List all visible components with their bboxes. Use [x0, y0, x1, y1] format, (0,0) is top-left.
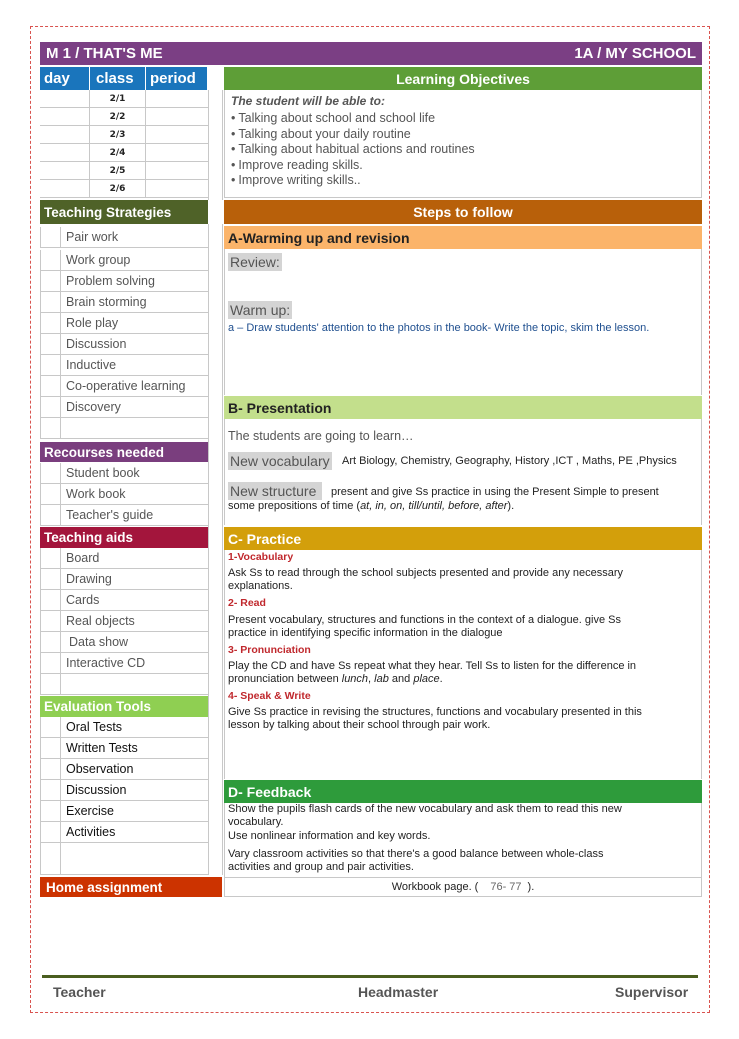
resource-item: Teacher's guide [40, 505, 208, 526]
objectives-intro: The student will be able to: [231, 94, 386, 108]
practice-speak-write-subheading: 4- Speak & Write [228, 690, 311, 702]
strategy-item: Inductive [40, 355, 208, 376]
module-title: M 1 / THAT'S ME [46, 45, 163, 62]
headmaster-signature: Headmaster [358, 984, 439, 1000]
schedule-col-class: class [90, 67, 146, 90]
schedule-row [40, 90, 208, 108]
strategy-item: Brain storming [40, 292, 208, 313]
home-assignment-pages: 76- 77 [490, 881, 522, 893]
feedback-text-3: Vary classroom activities so that there's a good balance between whole-class activities and group and pair activities. [228, 848, 604, 873]
class-cell: 2/5 [90, 162, 146, 179]
practice-speak-write-text: Give Ss practice in revising the structures, functions and vocabulary presented in this lesson by talking about their school through pair work. [228, 706, 642, 731]
teaching-aids-heading: Teaching aids [40, 527, 208, 548]
objective-item: • Talking about school and school life [231, 111, 695, 127]
learning-objectives-heading: Learning Objectives [224, 67, 702, 90]
aid-empty-row [40, 674, 208, 695]
schedule-row [40, 108, 208, 126]
divider [222, 224, 223, 875]
strategy-item: Role play [40, 313, 208, 334]
strategy-item: Pair work [40, 227, 208, 248]
resource-item: Work book [40, 484, 208, 505]
new-structure-text: present and give Ss practice in using the Present Simple to present [331, 486, 659, 498]
practice-heading: C- Practice [224, 527, 702, 550]
evaluation-item: Written Tests [40, 738, 208, 759]
home-assignment-heading: Home assignment [40, 877, 222, 897]
new-vocabulary-label: New vocabulary [230, 453, 330, 469]
schedule-row [40, 180, 208, 198]
divider [208, 224, 209, 875]
evaluation-empty-row [40, 843, 208, 875]
resource-item: Student book [40, 463, 208, 484]
signature-line [42, 975, 698, 978]
divider [208, 90, 209, 200]
warming-heading: A-Warming up and revision [224, 226, 702, 249]
evaluation-item: Oral Tests [40, 717, 208, 738]
title-bar [40, 42, 702, 65]
evaluation-item: Exercise [40, 801, 208, 822]
new-vocabulary-text: Art Biology, Chemistry, Geography, History ,ICT , Maths, PE ,Physics [342, 455, 677, 467]
objective-item: • Improve reading skills. [231, 158, 695, 174]
aid-item: Data show [40, 632, 208, 653]
warmup-label: Warm up: [230, 302, 291, 318]
divider [222, 90, 223, 200]
feedback-text-2: Use nonlinear information and key words. [228, 830, 431, 842]
objectives-list [231, 111, 695, 189]
presentation-heading: B- Presentation [224, 396, 702, 419]
schedule-col-period: period [146, 67, 208, 90]
feedback-text-1: Show the pupils flash cards of the new vocabulary and ask them to read this new vocabulary. [228, 803, 622, 828]
review-label: Review: [230, 254, 280, 270]
class-cell: 2/6 [90, 180, 146, 197]
practice-vocabulary-text: Ask Ss to read through the school subjects presented and provide any necessary explanations. [228, 567, 624, 592]
presentation-intro: The students are going to learn… [228, 429, 414, 443]
aid-item: Real objects [40, 611, 208, 632]
evaluation-item: Observation [40, 759, 208, 780]
aid-item: Board [40, 548, 208, 569]
schedule-row [40, 162, 208, 180]
evaluation-item: Activities [40, 822, 208, 843]
feedback-heading: D- Feedback [224, 780, 702, 803]
new-structure-text-2: some prepositions of time (at, in, on, till/until, before, after). [228, 500, 515, 512]
aid-item: Drawing [40, 569, 208, 590]
unit-title: 1A / MY SCHOOL [574, 45, 696, 62]
schedule-row [40, 126, 208, 144]
class-cell: 2/1 [90, 90, 146, 107]
practice-pronunciation-text: Play the CD and have Ss repeat what they hear. Tell Ss to listen for the difference in pronunciation between lunch, lab and place. [228, 660, 637, 685]
aid-item: Interactive CD [40, 653, 208, 674]
new-structure-label: New structure [228, 482, 322, 500]
aid-item: Cards [40, 590, 208, 611]
class-cell: 2/4 [90, 144, 146, 161]
strategy-item: Discussion [40, 334, 208, 355]
steps-heading: Steps to follow [224, 200, 702, 224]
schedule-row [40, 144, 208, 162]
objective-item: • Improve writing skills.. [231, 173, 695, 189]
practice-vocabulary-subheading: 1-Vocabulary [228, 551, 294, 563]
warmup-text: a – Draw students' attention to the photos in the book- Write the topic, skim the lesson. [228, 322, 650, 334]
home-assignment-text: Workbook page. ( [391, 881, 479, 893]
supervisor-signature: Supervisor [615, 984, 689, 1000]
evaluation-item: Discussion [40, 780, 208, 801]
strategy-empty-row [40, 418, 208, 439]
objective-item: • Talking about habitual actions and routines [231, 142, 695, 158]
learning-objectives-box [224, 90, 702, 198]
objective-item: • Talking about your daily routine [231, 127, 695, 143]
home-assignment-end: ). [527, 881, 535, 893]
resources-heading: Recourses needed [40, 442, 208, 462]
practice-read-text: Present vocabulary, structures and functions in the context of a dialogue. give Ss practice in identifying specific information in the dialogue [228, 614, 621, 639]
strategy-item: Problem solving [40, 271, 208, 292]
class-cell: 2/2 [90, 108, 146, 125]
class-cell: 2/3 [90, 126, 146, 143]
teacher-signature: Teacher [53, 984, 106, 1000]
practice-read-subheading: 2- Read [228, 597, 266, 609]
schedule-col-day: day [40, 67, 90, 90]
strategy-item: Work group [40, 250, 208, 271]
home-assignment-box [224, 877, 702, 897]
teaching-strategies-heading: Teaching Strategies [40, 200, 208, 224]
strategy-item: Discovery [40, 397, 208, 418]
practice-pronunciation-subheading: 3- Pronunciation [228, 644, 311, 656]
strategy-item: Co-operative learning [40, 376, 208, 397]
evaluation-tools-heading: Evaluation Tools [40, 696, 208, 717]
